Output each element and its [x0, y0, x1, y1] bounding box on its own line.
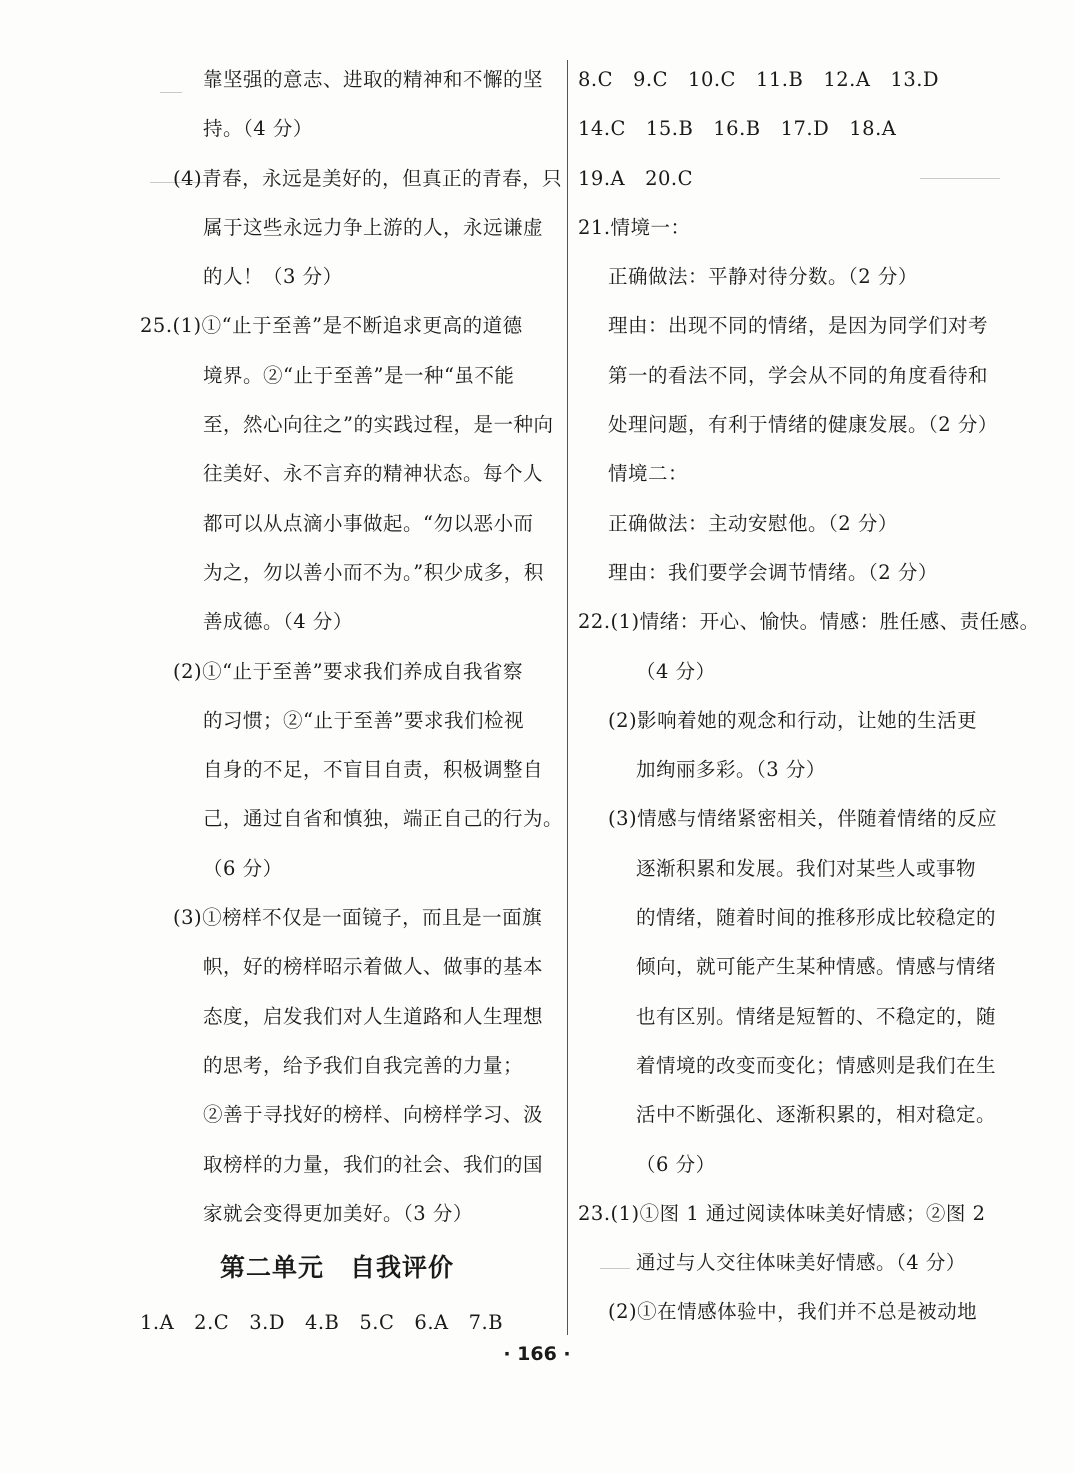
right-column: [578, 55, 1040, 1337]
text-line: 家就会变得更加美好。（3 分）: [203, 1201, 473, 1225]
text-line: 活中不断强化、逐渐积累的，相对稳定。: [636, 1103, 997, 1127]
question-21-heading: 21.情境一：: [578, 215, 691, 239]
text-line: 自身的不足，不盲目自责，积极调整自: [203, 758, 544, 782]
text-line: 往美好、永不言弃的精神状态。每个人: [203, 462, 544, 486]
text-line: 的人！（3 分）: [203, 265, 343, 289]
text-line: (3)情感与情绪紧密相关，伴随着情绪的反应: [608, 807, 998, 831]
answer-key-line: 8.C 9.C 10.C 11.B 12.A 13.D: [578, 68, 940, 91]
text-line: ②善于寻找好的榜样、向榜样学习、汲: [203, 1103, 544, 1127]
text-line: （6 分）: [636, 1152, 716, 1176]
text-line: （4 分）: [636, 659, 716, 683]
text-line: 正确做法：主动安慰他。（2 分）: [608, 511, 898, 535]
question-23-heading: 23.(1)①图 1 通过阅读体味美好情感；②图 2: [578, 1201, 986, 1225]
text-line: 处理问题，有利于情绪的健康发展。（2 分）: [608, 413, 998, 437]
question-25-heading: 25.(1)①“止于至善”是不断追求更高的道德: [140, 314, 523, 338]
text-line: 正确做法：平静对待分数。（2 分）: [608, 265, 918, 289]
text-line: 态度，启发我们对人生道路和人生理想: [203, 1004, 544, 1028]
text-line: 理由：出现不同的情绪，是因为同学们对考: [608, 314, 989, 338]
text-line: 属于这些永远力争上游的人，永远谦虚: [203, 215, 544, 239]
text-line: 加绚丽多彩。（3 分）: [636, 758, 826, 782]
text-line: 都可以从点滴小事做起。“勿以恶小而: [203, 511, 534, 535]
text-line: 第一的看法不同，学会从不同的角度看待和: [608, 363, 989, 387]
text-line: (4)青春，永远是美好的，但真正的青春，只: [173, 166, 563, 190]
text-line: 善成德。（4 分）: [203, 610, 353, 634]
text-line: 情境二：: [608, 462, 689, 486]
text-line: (3)①榜样不仅是一面镜子，而且是一面旗: [173, 906, 543, 930]
answer-key-line: 14.C 15.B 16.B 17.D 18.A: [578, 117, 897, 141]
text-line: （6 分）: [203, 856, 283, 880]
text-line: 己，通过自省和慎独，端正自己的行为。: [203, 807, 564, 831]
column-divider: [567, 60, 568, 1335]
text-line: 的习惯；②“止于至善”要求我们检视: [203, 708, 524, 732]
text-line: (2)影响着她的观念和行动，让她的生活更: [608, 708, 978, 732]
text-line: 持。（4 分）: [203, 117, 313, 141]
text-line: 也有区别。情绪是短暂的、不稳定的，随: [636, 1004, 997, 1028]
text-line: 境界。②“止于至善”是一种“虽不能: [203, 363, 515, 387]
text-line: (2)①在情感体验中，我们并不总是被动地: [608, 1300, 978, 1324]
text-line: 的情绪，随着时间的推移形成比较稳定的: [636, 906, 997, 930]
text-line: 的思考，给予我们自我完善的力量；: [203, 1053, 524, 1077]
left-column: [140, 55, 564, 1347]
question-22-heading: 22.(1)情绪：开心、愉快。情感：胜任感、责任感。: [578, 610, 1040, 634]
text-line: 靠坚强的意志、进取的精神和不懈的坚: [203, 68, 544, 91]
section-title: 第二单元 自我评价: [220, 1253, 455, 1283]
page-number: · 166 ·: [503, 1343, 571, 1365]
answer-key-line: 19.A 20.C: [578, 166, 694, 190]
text-line: 取榜样的力量，我们的社会、我们的国: [203, 1152, 544, 1176]
answer-key-line: 1.A 2.C 3.D 4.B 5.C 6.A 7.B: [140, 1311, 504, 1335]
text-line: 通过与人交往体味美好情感。（4 分）: [636, 1251, 966, 1275]
text-line: 为之，勿以善小而不为。”积少成多，积: [203, 560, 544, 584]
text-line: 倾向，就可能产生某种情感。情感与情绪: [636, 955, 997, 979]
text-line: 着情境的改变而变化；情感则是我们在生: [636, 1053, 997, 1077]
text-line: 逐渐积累和发展。我们对某些人或事物: [636, 856, 977, 880]
text-line: (2)①“止于至善”要求我们养成自我省察: [173, 659, 524, 683]
text-line: 理由：我们要学会调节情绪。（2 分）: [608, 560, 938, 584]
text-line: 帜，好的榜样昭示着做人、做事的基本: [203, 955, 544, 979]
text-line: 至，然心向往之”的实践过程，是一种向: [203, 413, 554, 437]
